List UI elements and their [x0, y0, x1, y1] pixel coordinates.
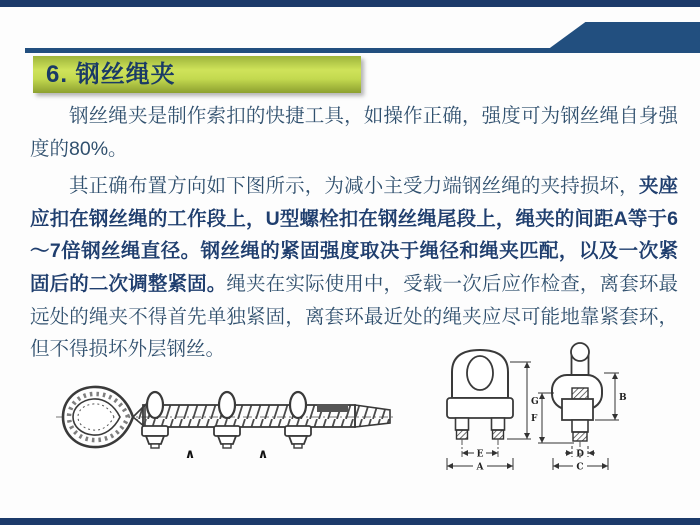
- front-dimension-E: [462, 450, 498, 460]
- spacing-marker-1: ∧: [184, 446, 196, 461]
- top-border-bar: [0, 0, 700, 7]
- side-dimension-C: [553, 458, 608, 473]
- paragraph-2-seg2-bold: 夹座应扣在钢丝绳的工作段上，U型螺栓扣在钢丝绳尾段上，绳夹的间距A等于6～7倍钢丝绳直径。钢丝绳的紧固强度取决于绳径和绳夹匹配，以及一次紧固后的二次调整紧固。: [30, 175, 678, 295]
- slide-title: 6. 钢丝绳夹: [46, 61, 176, 88]
- bottom-border-bar: [0, 518, 700, 525]
- paragraph-2-seg3: 绳夹在实际使用中，受载一次后应作检查，离套环最远处的绳夹不得首先单独紧固，离套环最近处的绳夹应尽可能地靠紧套环，但不得损坏外层钢丝。: [30, 272, 678, 361]
- wire-rope: [133, 404, 390, 427]
- spacing-marker-2: ∧: [257, 446, 269, 461]
- svg-text:E: E: [476, 449, 484, 460]
- slide-title-bar: [33, 56, 361, 93]
- paragraph-2-seg1: 其正确布置方向如下图所示，为减小主受力端钢丝绳的夹持损坏，: [69, 175, 639, 198]
- figure-rope-assembly: [48, 375, 403, 490]
- svg-text:B: B: [619, 393, 627, 403]
- clip-side-view: [552, 343, 602, 458]
- rope-tail-end-shade: [317, 404, 348, 412]
- header-trapezoid-decoration: [543, 22, 700, 53]
- front-dimension-A: [447, 458, 513, 473]
- paragraph-1-text: 钢丝绳夹是制作索扣的快捷工具，如操作正确，强度可为钢丝绳自身强度的80%。: [30, 105, 678, 160]
- side-dimension-D: [565, 446, 595, 460]
- slide-body-text: [30, 100, 678, 366]
- thimble-eye: [63, 387, 133, 447]
- paragraph-1: [30, 100, 678, 165]
- figure-clip-dimensions: [428, 340, 668, 480]
- paragraph-2: [30, 170, 678, 366]
- svg-text:D: D: [576, 449, 584, 460]
- svg-text:C: C: [576, 462, 584, 473]
- svg-text:A: A: [476, 462, 484, 473]
- clip-front-view: [447, 350, 513, 458]
- svg-text:F: F: [531, 414, 538, 424]
- header-divider-line: [25, 48, 555, 53]
- svg-text:G: G: [531, 397, 539, 407]
